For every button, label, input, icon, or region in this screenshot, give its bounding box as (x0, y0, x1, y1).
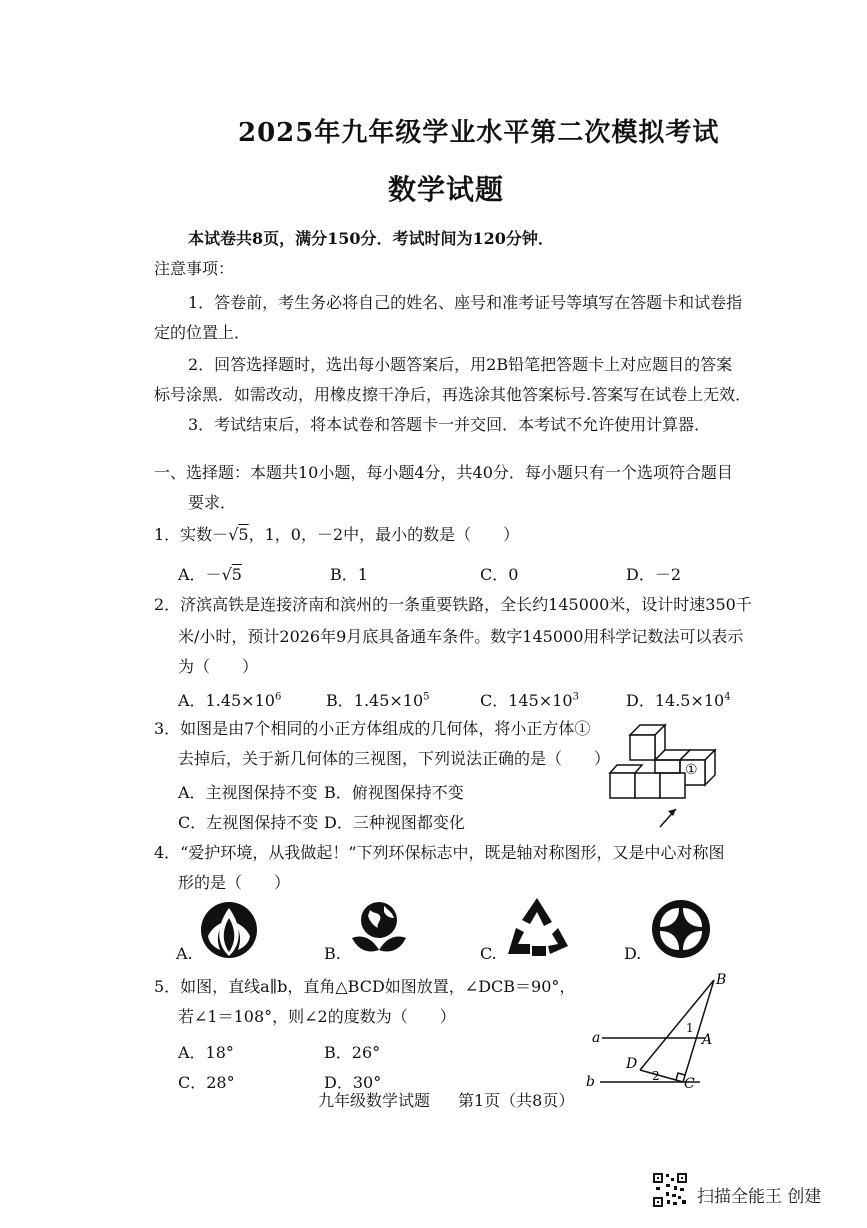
section1-line1: 一、选择题：本题共10小题，每小题4分，共40分．每小题只有一个选项符合题目 (154, 463, 733, 482)
q2-line1: 2．济滨高铁是连接济南和滨州的一条重要铁路，全长约145000米，设计时速350千 (154, 595, 752, 614)
q5-option-c[interactable]: C．28° (178, 1073, 235, 1092)
q1-option-d[interactable]: D．－2 (626, 565, 682, 584)
label-line-a: a (592, 1030, 601, 1046)
note-3: 3．考试结束后，将本试卷和答题卡一并交回．本考试不允许使用计算器． (188, 415, 711, 434)
q2-line3: 为（ ） (178, 657, 259, 676)
q2-option-c-base: C．145×10 (480, 691, 573, 710)
qr-code-icon (652, 1172, 688, 1208)
notes-label: 注意事项： (154, 259, 235, 278)
view-arrow-head (668, 809, 676, 816)
note-1b: 定的位置上． (154, 323, 251, 342)
q2-option-a[interactable] (178, 688, 281, 711)
q5-option-d[interactable]: D．30° (324, 1073, 382, 1092)
exam-subtitle: 数学试题 (388, 173, 505, 206)
q2-option-d[interactable] (626, 688, 731, 711)
cubes-drawing (610, 725, 715, 798)
q3-option-a[interactable]: A．主视图保持不变 (178, 783, 318, 802)
cubes-figure (600, 715, 730, 835)
note-2b: 标号涂黑．如需改动，用橡皮擦干净后，再选涂其他答案标号.答案写在试卷上无效． (154, 385, 752, 404)
note-2a: 2．回答选择题时，选出每小题答案后，用2B铅笔把答题卡上对应题目的答案 (188, 355, 733, 374)
cube-one-label: ① (685, 762, 698, 778)
q1-stem (154, 524, 519, 546)
earth-hands-icon (348, 898, 410, 960)
q5-line2: 若∠1＝108°，则∠2的度数为（ ） (178, 1007, 456, 1026)
q5-option-b[interactable]: B．26° (324, 1043, 381, 1062)
recycle-icon (502, 894, 572, 960)
side-bd (640, 980, 714, 1070)
q4-option-b[interactable]: B. (324, 944, 341, 963)
q2-option-d-base: D．14.5×10 (626, 691, 725, 710)
q1-radicand: 5 (238, 525, 249, 544)
q5-line1: 5．如图，直线a∥b，直角△BCD如图放置，∠DCB＝90°， (154, 977, 576, 996)
q1-option-b[interactable]: B．1 (330, 565, 368, 584)
q3-option-d[interactable]: D．三种视图都变化 (324, 813, 465, 832)
exam-title: 2025年九年级学业水平第二次模拟考试 (238, 118, 720, 148)
q3-line1: 3．如图是由7个相同的小正方体组成的几何体，将小正方体① (154, 719, 591, 738)
q3-line2: 去掉后，关于新几何体的三视图，下列说法正确的是（ ） (178, 749, 611, 768)
q4-line1: 4．“爱护环境，从我做起！”下列环保标志中，既是轴对称图形，又是中心对称图 (154, 843, 725, 862)
q2-option-d-exp: 4 (724, 691, 731, 703)
q4-option-c[interactable]: C. (480, 944, 497, 963)
leaf-circle-icon (650, 898, 712, 960)
q1-sqrt-sign: √ (228, 525, 239, 544)
intro-text: 本试卷共8页，满分150分．考试时间为120分钟． (188, 229, 554, 248)
label-angle-1: 1 (686, 1021, 694, 1035)
q2-option-b-base: B．1.45×10 (326, 691, 424, 710)
flame-emblem-icon (198, 900, 260, 960)
q4-option-a[interactable]: A. (176, 944, 193, 963)
note-1a: 1．答卷前，考生务必将自己的姓名、座号和准考证号等填写在答题卡和试卷指 (188, 293, 743, 312)
scanner-watermark: 扫描全能王 创建 (697, 1187, 822, 1207)
label-a-vertex: A (702, 1032, 713, 1048)
q2-option-a-exp: 6 (274, 691, 282, 703)
q3-option-c[interactable]: C．左视图保持不变 (178, 813, 319, 832)
q1-stem-prefix: 1．实数－ (154, 525, 229, 544)
q3-option-b[interactable]: B．俯视图保持不变 (324, 783, 464, 802)
q1-stem-rest: ，1，0，－2中，最小的数是（ ） (248, 525, 520, 544)
q1-option-c[interactable]: C．0 (480, 565, 519, 584)
q2-option-c[interactable] (480, 688, 579, 711)
q1-option-a[interactable] (178, 562, 242, 585)
q2-option-b[interactable] (326, 688, 430, 711)
q2-option-b-exp: 5 (423, 691, 430, 703)
q2-line2: 米/小时，预计2026年9月底具备通车条件。数字145000用科学记数法可以表示 (178, 627, 744, 646)
q4-line2: 形的是（ ） (178, 873, 291, 892)
footer-page: 第1页（共8页） (458, 1091, 575, 1110)
section1-line2: 要求． (188, 493, 237, 512)
q1-option-a-prefix: A．－ (178, 565, 222, 584)
footer-subject: 九年级数学试题 (318, 1091, 431, 1110)
q2-option-a-base: A．1.45×10 (178, 691, 275, 710)
q1-option-a-sqrt: √ (221, 565, 232, 584)
triangle-parallel-figure (580, 970, 730, 1095)
label-b-vertex: B (716, 972, 727, 988)
q1-option-a-radicand: 5 (231, 565, 242, 584)
q4-option-d[interactable]: D. (624, 944, 642, 963)
label-angle-2: 2 (652, 1069, 660, 1083)
label-line-b: b (586, 1074, 595, 1090)
q2-option-c-exp: 3 (572, 691, 579, 703)
label-c-vertex: C (684, 1076, 695, 1092)
label-d-vertex: D (626, 1056, 638, 1072)
q5-option-a[interactable]: A．18° (178, 1043, 234, 1062)
